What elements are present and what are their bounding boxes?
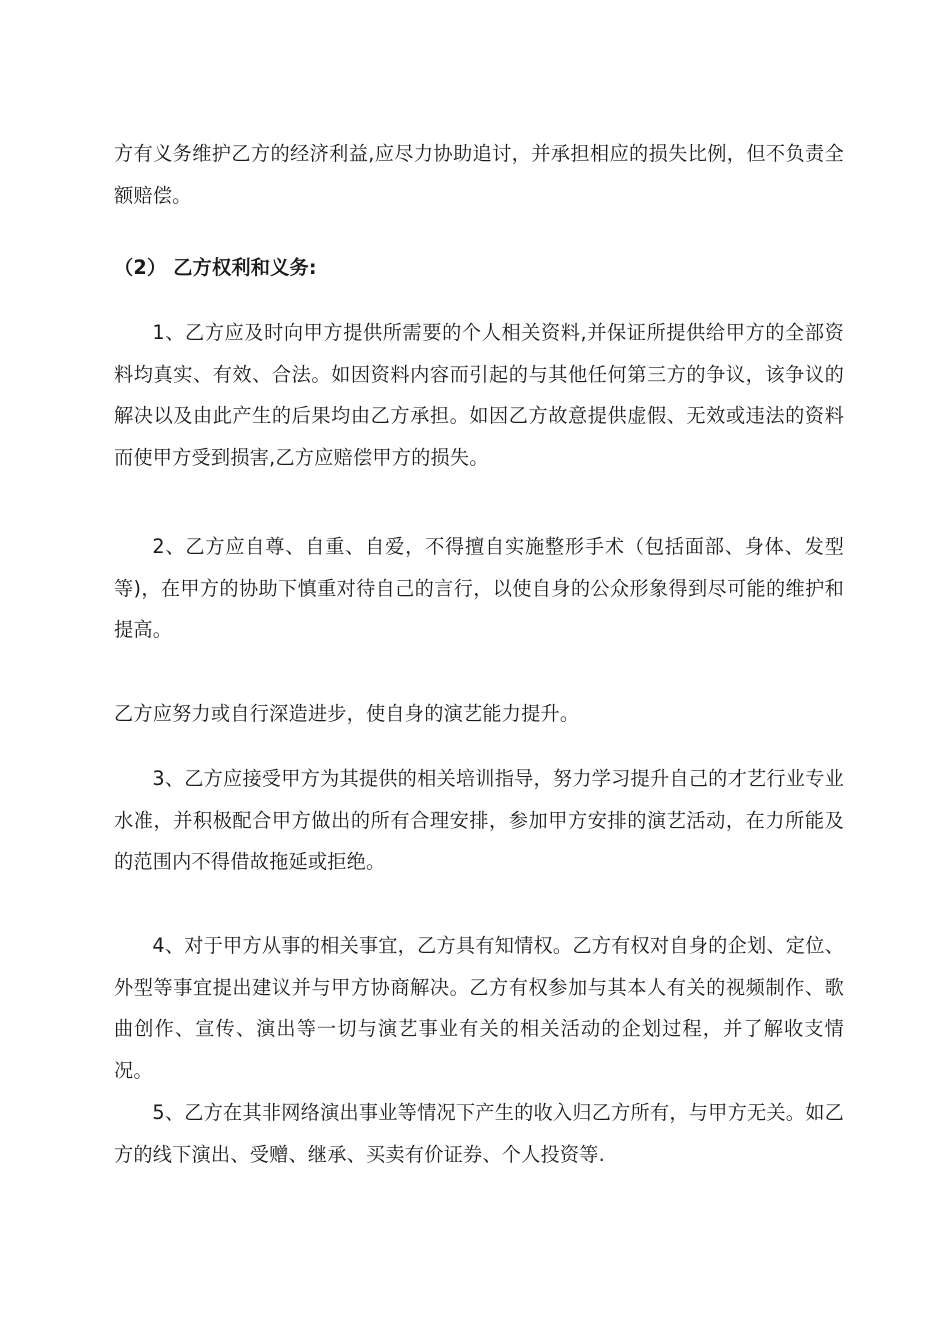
paragraph-note: 乙方应努力或自行深造进步，使自身的演艺能力提升。	[114, 702, 580, 725]
paragraph-item-3: 3、乙方应接受甲方为其提供的相关培训指导，努力学习提升自己的才艺行业专业水准，并积极配合甲方做出的所有合理安排，参加甲方安排的演艺活动，在力所能及的范围内不得借故拖延或拒绝。	[114, 767, 844, 873]
paragraph-item-1: 1、乙方应及时向甲方提供所需要的个人相关资料,并保证所提供给甲方的全部资料均真实、有效、合法。如因资料内容而引起的与其他任何第三方的争议，该争议的解决以及由此产生的后果均由乙方承担。如因乙方故意提供虚假、无效或违法的资料而使甲方受到损害,乙方应赔偿甲方的损失。	[114, 321, 844, 469]
paragraph-item-2: 2、乙方应自尊、自重、自爱，不得擅自实施整形手术（包括面部、身体、发型等)，在甲方的协助下慎重对待自己的言行，以使自身的公众形象得到尽可能的维护和提高。	[114, 535, 844, 641]
paragraph-item-5: 5、乙方在其非网络演出事业等情况下产生的收入归乙方所有，与甲方无关。如乙方的线下演出、受赠、继承、买卖有价证券、个人投资等.	[114, 1101, 844, 1166]
paragraph-item-4: 4、对于甲方从事的相关事宜，乙方具有知情权。乙方有权对自身的企划、定位、外型等事宜提出建议并与甲方协商解决。乙方有权参加与其本人有关的视频制作、歌曲创作、宣传、演出等一切与演艺事业有关的相关活动的企划过程，并了解收支情况。	[114, 934, 844, 1082]
section-heading: （2） 乙方权利和义务:	[114, 256, 317, 279]
paragraph-continuation: 方有义务维护乙方的经济利益,应尽力协助追讨，并承担相应的损失比例，但不负责全额赔偿。	[114, 142, 844, 207]
